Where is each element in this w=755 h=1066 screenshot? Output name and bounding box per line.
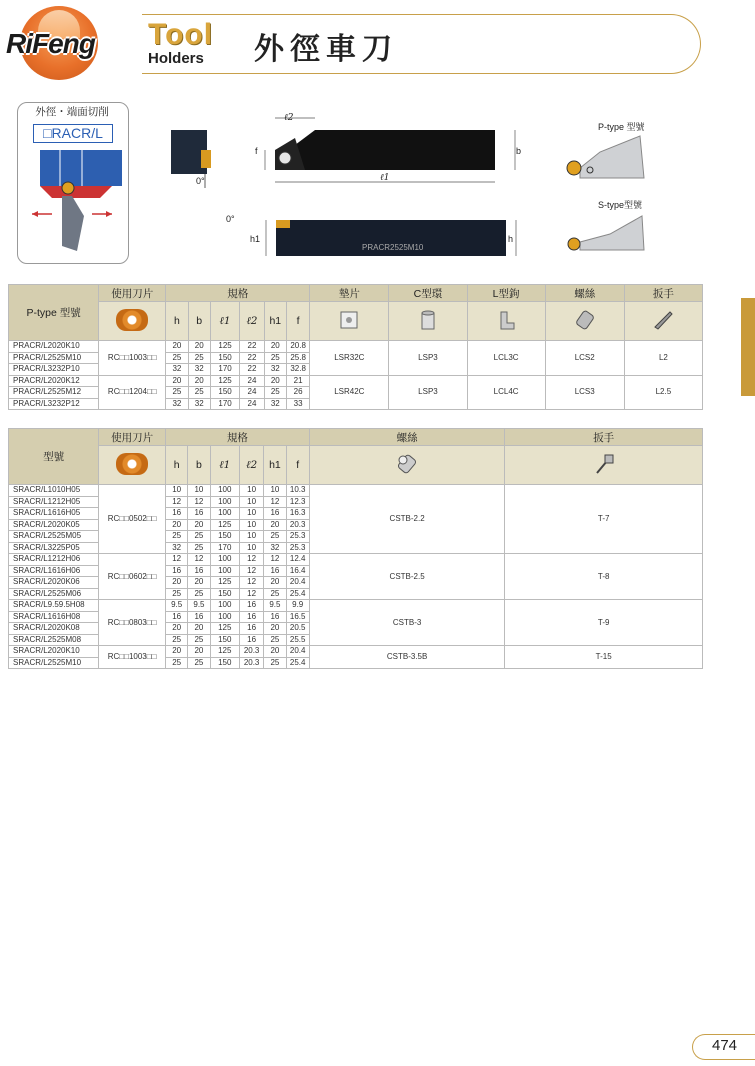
cring-cell: LSP3 bbox=[389, 341, 467, 376]
spec-value-cell: 20 bbox=[188, 519, 210, 531]
spec-value-cell: 24 bbox=[240, 375, 264, 387]
shim-image bbox=[310, 302, 389, 341]
spec-value-cell: 10 bbox=[188, 485, 210, 497]
model-cell: SRACR/L2020K05 bbox=[9, 519, 99, 531]
spec-value-cell: 32 bbox=[264, 364, 286, 376]
model-cell: SRACR/L1616H08 bbox=[9, 611, 99, 623]
spec-value-cell: 25 bbox=[264, 657, 286, 669]
spec-value-cell: 10 bbox=[239, 485, 263, 497]
shim-cell: LSR32C bbox=[310, 341, 389, 376]
spec-value-cell: 22 bbox=[240, 364, 264, 376]
spec-value-cell: 170 bbox=[210, 398, 239, 410]
spec-value-cell: 25.5 bbox=[286, 634, 309, 646]
torx-wrench-icon bbox=[593, 453, 615, 475]
end-view-drawing bbox=[165, 126, 225, 191]
model-cell: SRACR/L1616H06 bbox=[9, 565, 99, 577]
spec-h1: h1 bbox=[264, 302, 286, 341]
spec-value-cell: 12 bbox=[188, 554, 210, 566]
ptype-spec-table bbox=[8, 284, 703, 410]
spec-value-cell: 25 bbox=[166, 531, 188, 543]
spec-value-cell: 12 bbox=[239, 588, 263, 600]
spec-value-cell: 25 bbox=[264, 588, 286, 600]
spec-l2: ℓ2 bbox=[240, 302, 264, 341]
col-screw-header: 螺絲 bbox=[309, 429, 505, 446]
spec-value-cell: 100 bbox=[210, 508, 239, 520]
stype-spec-table bbox=[8, 428, 703, 669]
spec-value-cell: 125 bbox=[210, 519, 239, 531]
wrench-cell: T-9 bbox=[505, 600, 703, 646]
spec-value-cell: 16 bbox=[239, 623, 263, 635]
model-cell: SRACR/L2525M08 bbox=[9, 634, 99, 646]
table-row bbox=[9, 600, 703, 612]
model-cell: SRACR/L1616H05 bbox=[9, 508, 99, 520]
spec-value-cell: 32 bbox=[264, 398, 286, 410]
spec-l1: ℓ1 bbox=[210, 302, 239, 341]
spec-value-cell: 100 bbox=[210, 611, 239, 623]
lhook-image bbox=[467, 302, 545, 341]
spec-value-cell: 32 bbox=[166, 364, 188, 376]
model-cell: PRACR/L3232P10 bbox=[9, 364, 99, 376]
spec-value-cell: 12 bbox=[166, 496, 188, 508]
spec-value-cell: 10 bbox=[166, 485, 188, 497]
wrench-cell: T-15 bbox=[505, 646, 703, 669]
spec-value-cell: 20 bbox=[264, 646, 286, 658]
spec-value-cell: 25 bbox=[188, 588, 210, 600]
col-lhook-header: L型鉤 bbox=[467, 285, 545, 302]
cring-cell: LSP3 bbox=[389, 375, 467, 410]
spec-value-cell: 25 bbox=[188, 634, 210, 646]
title-holders: Holders bbox=[148, 50, 204, 67]
spec-value-cell: 26 bbox=[286, 387, 309, 399]
screw-image bbox=[309, 446, 505, 485]
section-tab bbox=[741, 298, 755, 396]
spec-value-cell: 20 bbox=[264, 519, 286, 531]
spec-value-cell: 22 bbox=[240, 341, 264, 353]
insert-cell: RC□□1003□□ bbox=[99, 646, 166, 669]
model-cell: SRACR/L3225P05 bbox=[9, 542, 99, 554]
col-wrench-header: 扳手 bbox=[505, 429, 703, 446]
spec-value-cell: 32 bbox=[264, 542, 286, 554]
spec-value-cell: 20.3 bbox=[239, 657, 263, 669]
spec-value-cell: 20 bbox=[264, 375, 286, 387]
insert-cell: RC□□0502□□ bbox=[99, 485, 166, 554]
spec-value-cell: 10 bbox=[239, 508, 263, 520]
dim-h: h bbox=[508, 234, 514, 244]
shim-cell: LSR42C bbox=[310, 375, 389, 410]
lhook-cell: LCL3C bbox=[467, 341, 545, 376]
col-cring-header: C型環 bbox=[389, 285, 467, 302]
spec-value-cell: 20.3 bbox=[239, 646, 263, 658]
col-model-header: P-type 型號 bbox=[9, 285, 99, 341]
screw-cell: CSTB-2.2 bbox=[309, 485, 505, 554]
holder-code: □RACR/L bbox=[33, 124, 113, 143]
dim-l2: ℓ2 bbox=[284, 113, 294, 123]
col-insert-header: 使用刀片 bbox=[99, 429, 166, 446]
spec-value-cell: 100 bbox=[210, 600, 239, 612]
spec-value-cell: 20.8 bbox=[286, 341, 309, 353]
spec-value-cell: 22 bbox=[240, 352, 264, 364]
spec-value-cell: 125 bbox=[210, 577, 239, 589]
spec-value-cell: 16 bbox=[166, 611, 188, 623]
spec-value-cell: 125 bbox=[210, 375, 239, 387]
spec-value-cell: 25.4 bbox=[286, 588, 309, 600]
col-screw-header: 螺絲 bbox=[545, 285, 624, 302]
spec-value-cell: 20 bbox=[188, 646, 210, 658]
col-insert-header: 使用刀片 bbox=[99, 285, 166, 302]
stype-preview bbox=[560, 208, 650, 258]
spec-value-cell: 12 bbox=[264, 554, 286, 566]
spec-value-cell: 20 bbox=[264, 341, 286, 353]
model-cell: SRACR/L1212H06 bbox=[9, 554, 99, 566]
screw-cell: CSTB-3.5B bbox=[309, 646, 505, 669]
model-cell: SRACR/L1010H05 bbox=[9, 485, 99, 497]
spec-value-cell: 20.4 bbox=[286, 577, 309, 589]
col-spec-header: 規格 bbox=[166, 285, 310, 302]
spec-value-cell: 150 bbox=[210, 352, 239, 364]
model-cell: SRACR/L2020K08 bbox=[9, 623, 99, 635]
spec-h1: h1 bbox=[264, 446, 286, 485]
spec-value-cell: 20 bbox=[264, 577, 286, 589]
model-cell: SRACR/L1212H05 bbox=[9, 496, 99, 508]
spec-value-cell: 16 bbox=[264, 508, 286, 520]
spec-value-cell: 25 bbox=[188, 542, 210, 554]
spec-value-cell: 16 bbox=[188, 611, 210, 623]
spec-value-cell: 12 bbox=[188, 496, 210, 508]
insert-cell: RC□□0602□□ bbox=[99, 554, 166, 600]
col-wrench-header: 扳手 bbox=[624, 285, 702, 302]
spec-value-cell: 16 bbox=[239, 634, 263, 646]
spec-h: h bbox=[166, 446, 188, 485]
insert-cell: RC□□0803□□ bbox=[99, 600, 166, 646]
spec-value-cell: 21 bbox=[286, 375, 309, 387]
model-cell: SRACR/L2525M10 bbox=[9, 657, 99, 669]
model-cell: SRACR/L2525M05 bbox=[9, 531, 99, 543]
spec-value-cell: 10.3 bbox=[286, 485, 309, 497]
wrench-cell: L2 bbox=[624, 341, 702, 376]
spec-value-cell: 25 bbox=[188, 531, 210, 543]
cutting-illustration bbox=[22, 146, 122, 258]
spec-value-cell: 25 bbox=[264, 352, 286, 364]
cring-image bbox=[389, 302, 467, 341]
col-shim-header: 墊片 bbox=[310, 285, 389, 302]
spec-value-cell: 25 bbox=[166, 657, 188, 669]
model-cell: PRACR/L2525M12 bbox=[9, 387, 99, 399]
side-view-drawing bbox=[240, 212, 530, 264]
dim-b: b bbox=[516, 146, 522, 156]
spec-value-cell: 24 bbox=[240, 387, 264, 399]
screw-icon bbox=[574, 309, 596, 331]
spec-b: b bbox=[188, 302, 210, 341]
spec-value-cell: 16 bbox=[166, 508, 188, 520]
spec-value-cell: 16 bbox=[264, 611, 286, 623]
wrench-cell: T-7 bbox=[505, 485, 703, 554]
col-spec-header: 規格 bbox=[166, 429, 310, 446]
table-row bbox=[9, 554, 703, 566]
insert-image bbox=[99, 446, 166, 485]
spec-b: b bbox=[188, 446, 210, 485]
page-title: 外徑車刀 bbox=[254, 33, 398, 66]
hex-wrench-icon bbox=[652, 309, 674, 331]
wrench-image bbox=[505, 446, 703, 485]
spec-value-cell: 16 bbox=[264, 565, 286, 577]
spec-value-cell: 25.8 bbox=[286, 352, 309, 364]
screw-cell: CSTB-2.5 bbox=[309, 554, 505, 600]
insert-image bbox=[99, 302, 166, 341]
spec-value-cell: 10 bbox=[239, 519, 263, 531]
spec-value-cell: 150 bbox=[210, 531, 239, 543]
spec-value-cell: 150 bbox=[210, 657, 239, 669]
spec-value-cell: 20 bbox=[166, 646, 188, 658]
spec-value-cell: 25 bbox=[166, 588, 188, 600]
spec-value-cell: 170 bbox=[210, 364, 239, 376]
spec-value-cell: 25 bbox=[188, 387, 210, 399]
stype-caption: S-type型號 bbox=[598, 200, 643, 210]
spec-value-cell: 20 bbox=[188, 623, 210, 635]
spec-value-cell: 12.4 bbox=[286, 554, 309, 566]
model-cell: PRACR/L2020K12 bbox=[9, 375, 99, 387]
spec-l1: ℓ1 bbox=[210, 446, 239, 485]
angle-label-1: 0° bbox=[196, 176, 205, 186]
table-row bbox=[9, 485, 703, 497]
spec-value-cell: 100 bbox=[210, 565, 239, 577]
spec-value-cell: 25.4 bbox=[286, 657, 309, 669]
model-cell: SRACR/L9.59.5H08 bbox=[9, 600, 99, 612]
spec-value-cell: 9.9 bbox=[286, 600, 309, 612]
spec-value-cell: 32 bbox=[188, 364, 210, 376]
spec-value-cell: 33 bbox=[286, 398, 309, 410]
spec-value-cell: 10 bbox=[239, 531, 263, 543]
spec-value-cell: 32 bbox=[166, 542, 188, 554]
angle-label-2: 0° bbox=[226, 214, 235, 224]
spec-value-cell: 25 bbox=[166, 387, 188, 399]
spec-value-cell: 16.4 bbox=[286, 565, 309, 577]
spec-l2: ℓ2 bbox=[239, 446, 263, 485]
spec-value-cell: 170 bbox=[210, 542, 239, 554]
spec-value-cell: 32.8 bbox=[286, 364, 309, 376]
dim-h1: h1 bbox=[250, 234, 261, 244]
spec-value-cell: 25 bbox=[188, 657, 210, 669]
dim-f: f bbox=[255, 146, 258, 156]
spec-value-cell: 16 bbox=[239, 600, 263, 612]
top-view-drawing bbox=[255, 110, 530, 190]
page-number: 474 bbox=[712, 1037, 738, 1054]
spec-value-cell: 16 bbox=[166, 565, 188, 577]
spec-value-cell: 20.5 bbox=[286, 623, 309, 635]
spec-value-cell: 25.3 bbox=[286, 542, 309, 554]
spec-value-cell: 20.4 bbox=[286, 646, 309, 658]
spec-value-cell: 10 bbox=[239, 496, 263, 508]
spec-value-cell: 20 bbox=[188, 577, 210, 589]
spec-value-cell: 100 bbox=[210, 485, 239, 497]
spec-value-cell: 16 bbox=[188, 508, 210, 520]
l-hook-icon bbox=[495, 309, 517, 331]
spec-h: h bbox=[166, 302, 188, 341]
spec-value-cell: 20 bbox=[166, 375, 188, 387]
shim-icon bbox=[338, 309, 360, 331]
screw-cell: LCS2 bbox=[545, 341, 624, 376]
spec-value-cell: 12 bbox=[166, 554, 188, 566]
tool-marking: PRACR2525M10 bbox=[362, 243, 424, 252]
spec-value-cell: 12.3 bbox=[286, 496, 309, 508]
model-cell: PRACR/L2525M10 bbox=[9, 352, 99, 364]
wrench-image bbox=[624, 302, 702, 341]
spec-value-cell: 20 bbox=[166, 519, 188, 531]
spec-value-cell: 20.3 bbox=[286, 519, 309, 531]
round-insert-icon bbox=[116, 309, 148, 331]
spec-value-cell: 20 bbox=[166, 577, 188, 589]
spec-value-cell: 10 bbox=[264, 485, 286, 497]
spec-value-cell: 12 bbox=[239, 554, 263, 566]
round-insert-icon bbox=[116, 453, 148, 475]
spec-value-cell: 9.5 bbox=[188, 600, 210, 612]
torx-screw-icon bbox=[396, 453, 418, 475]
model-cell: PRACR/L3232P12 bbox=[9, 398, 99, 410]
table-row bbox=[9, 341, 703, 353]
spec-value-cell: 10 bbox=[239, 542, 263, 554]
spec-value-cell: 25 bbox=[264, 387, 286, 399]
spec-value-cell: 9.5 bbox=[264, 600, 286, 612]
screw-cell: LCS3 bbox=[545, 375, 624, 410]
spec-value-cell: 16 bbox=[188, 565, 210, 577]
spec-value-cell: 9.5 bbox=[166, 600, 188, 612]
spec-value-cell: 32 bbox=[188, 398, 210, 410]
lhook-cell: LCL4C bbox=[467, 375, 545, 410]
brand-logo-text: RiFeng bbox=[6, 28, 95, 59]
spec-value-cell: 25 bbox=[264, 634, 286, 646]
c-ring-icon bbox=[417, 309, 439, 331]
spec-value-cell: 125 bbox=[210, 646, 239, 658]
spec-value-cell: 25.3 bbox=[286, 531, 309, 543]
spec-value-cell: 16 bbox=[239, 611, 263, 623]
spec-value-cell: 12 bbox=[239, 577, 263, 589]
spec-f: f bbox=[286, 302, 309, 341]
spec-value-cell: 20 bbox=[188, 375, 210, 387]
spec-value-cell: 24 bbox=[240, 398, 264, 410]
spec-f: f bbox=[286, 446, 309, 485]
spec-value-cell: 25 bbox=[188, 352, 210, 364]
spec-value-cell: 150 bbox=[210, 387, 239, 399]
wrench-cell: T-8 bbox=[505, 554, 703, 600]
col-model-header: 型號 bbox=[9, 429, 99, 485]
insert-cell: RC□□1003□□ bbox=[99, 341, 166, 376]
table-row bbox=[9, 646, 703, 658]
spec-value-cell: 25 bbox=[166, 352, 188, 364]
spec-value-cell: 20 bbox=[166, 623, 188, 635]
title-frame bbox=[142, 14, 701, 74]
model-cell: SRACR/L2020K06 bbox=[9, 577, 99, 589]
spec-value-cell: 20 bbox=[188, 341, 210, 353]
ptype-caption: P-type 型號 bbox=[598, 122, 645, 132]
title-tool: Tool bbox=[148, 18, 214, 51]
spec-value-cell: 32 bbox=[166, 398, 188, 410]
wrench-cell: L2.5 bbox=[624, 375, 702, 410]
spec-value-cell: 150 bbox=[210, 634, 239, 646]
dim-l1: ℓ1 bbox=[380, 173, 390, 183]
model-cell: PRACR/L2020K10 bbox=[9, 341, 99, 353]
screw-image bbox=[545, 302, 624, 341]
application-title: 外徑・端面切削 bbox=[35, 106, 109, 118]
model-cell: SRACR/L2525M06 bbox=[9, 588, 99, 600]
spec-value-cell: 125 bbox=[210, 341, 239, 353]
spec-value-cell: 20 bbox=[264, 623, 286, 635]
spec-value-cell: 150 bbox=[210, 588, 239, 600]
spec-value-cell: 125 bbox=[210, 623, 239, 635]
model-cell: SRACR/L2020K10 bbox=[9, 646, 99, 658]
spec-value-cell: 16.3 bbox=[286, 508, 309, 520]
ptype-preview bbox=[560, 130, 650, 185]
table-row bbox=[9, 375, 703, 387]
spec-value-cell: 100 bbox=[210, 554, 239, 566]
insert-cell: RC□□1204□□ bbox=[99, 375, 166, 410]
spec-value-cell: 25 bbox=[264, 531, 286, 543]
spec-value-cell: 100 bbox=[210, 496, 239, 508]
spec-value-cell: 12 bbox=[239, 565, 263, 577]
spec-value-cell: 12 bbox=[264, 496, 286, 508]
screw-cell: CSTB-3 bbox=[309, 600, 505, 646]
spec-value-cell: 25 bbox=[166, 634, 188, 646]
spec-value-cell: 20 bbox=[166, 341, 188, 353]
spec-value-cell: 16.5 bbox=[286, 611, 309, 623]
